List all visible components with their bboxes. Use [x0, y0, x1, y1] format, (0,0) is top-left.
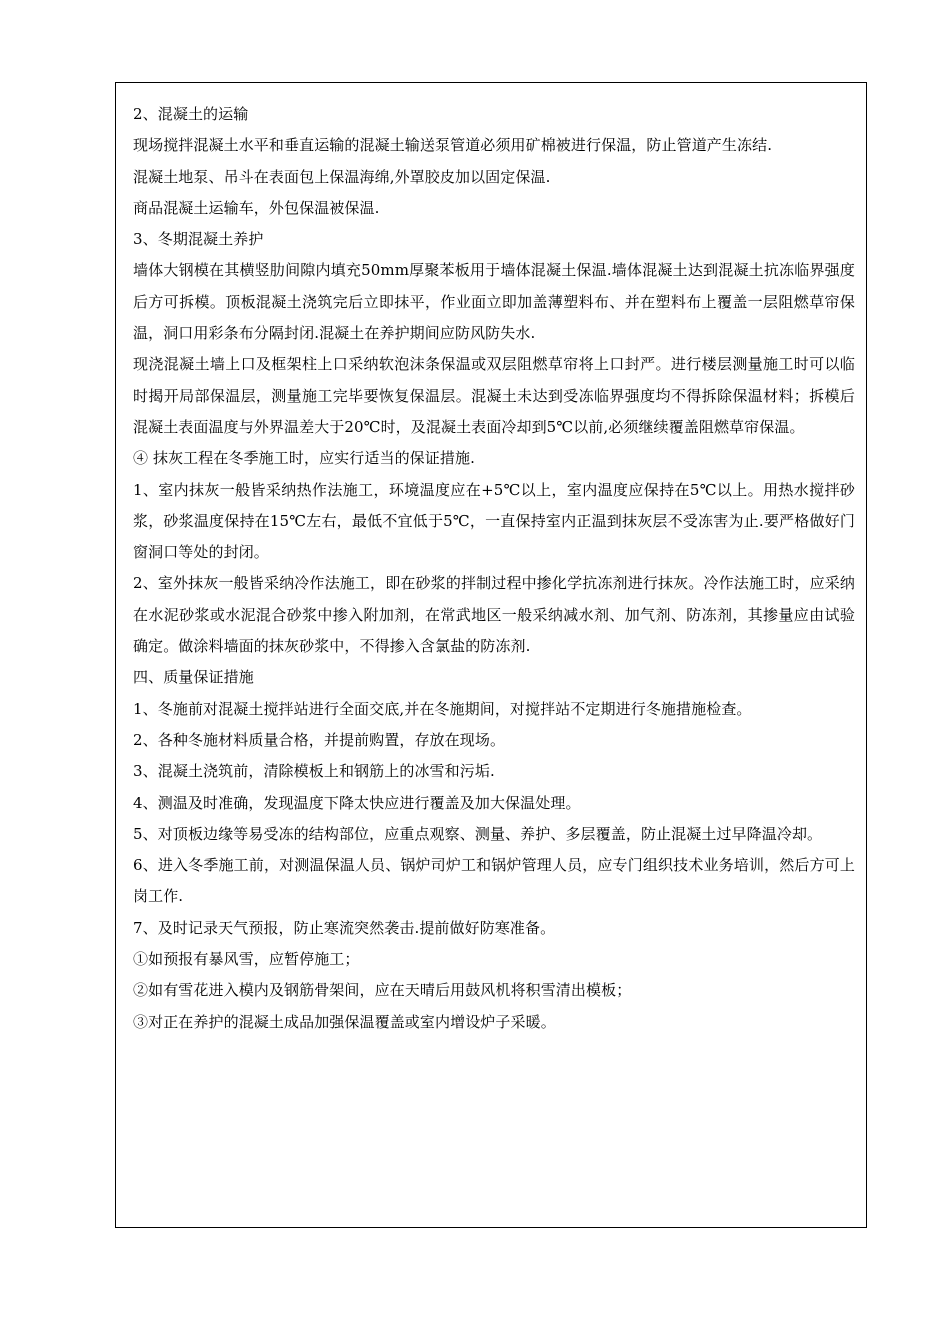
- document-body: [133, 99, 855, 1038]
- paragraph: 墙体大钢模在其横竖肋间隙内填充50mm厚聚苯板用于墙体混凝土保温.墙体混凝土达到混凝土抗冻临界强度后方可拆模。顶板混凝土浇筑完后立即抹平，作业面立即加盖薄塑料布、并在塑料布上覆盖一层阻燃草帘保温，洞口用彩条布分隔封闭.混凝土在养护期间应防风防失水.: [133, 261, 855, 343]
- list-item: 3、混凝土浇筑前，清除模板上和钢筋上的冰雪和污垢.: [133, 762, 495, 781]
- paragraph: 混凝土地泵、吊斗在表面包上保温海绵,外罩胶皮加以固定保温.: [133, 167, 551, 186]
- paragraph: 商品混凝土运输车，外包保温被保温.: [133, 198, 380, 217]
- list-item: 1、冬施前对混凝土搅拌站进行全面交底,并在冬施期间，对搅拌站不定期进行冬施措施检查。: [133, 699, 752, 718]
- heading-winter-curing: 3、冬期混凝土养护: [133, 230, 264, 249]
- list-item: 6、进入冬季施工前，对测温保温人员、锅炉司炉工和锅炉管理人员，应专门组织技术业务培训，然后方可上岗工作.: [133, 856, 855, 906]
- list-item: 7、及时记录天气预报，防止寒流突然袭击.提前做好防寒准备。: [133, 918, 556, 937]
- paragraph: 现浇混凝土墙上口及框架柱上口采纳软泡沫条保温或双层阻燃草帘将上口封严。进行楼层测量施工时可以临时揭开局部保温层，测量施工完毕要恢复保温层。混凝土未达到受冻临界强度均不得拆除保温材料；拆模后混凝土表面温度与外界温差大于20℃时，及混凝土表面冷却到5℃以前,必须继续覆盖阻燃草帘保温。: [133, 355, 855, 436]
- list-item: 4、测温及时准确，发现温度下降太快应进行覆盖及加大保温处理。: [133, 793, 581, 812]
- document-frame: [115, 82, 867, 1228]
- list-item: 5、对顶板边缘等易受冻的结构部位，应重点观察、测量、养护、多层覆盖，防止混凝土过早降温冷却。: [133, 824, 823, 843]
- list-item: 2、各种冬施材料质量合格，并提前购置，存放在现场。: [133, 730, 506, 749]
- paragraph: 现场搅拌混凝土水平和垂直运输的混凝土输送泵管道必须用矿棉被进行保温，防止管道产生冻结.: [133, 136, 773, 155]
- sub-list-item: ①如预报有暴风雪，应暂停施工；: [133, 950, 360, 969]
- heading-concrete-transport: 2、混凝土的运输: [133, 105, 249, 123]
- sub-list-item: ②如有雪花进入模内及钢筋骨架间，应在天晴后用鼓风机将积雪清出模板；: [133, 981, 632, 1000]
- heading-plastering: ④ 抹灰工程在冬季施工时，应实行适当的保证措施.: [133, 449, 475, 468]
- sub-list-item: ③对正在养护的混凝土成品加强保温覆盖或室内增设炉子采暖。: [133, 1012, 556, 1031]
- paragraph: 1、室内抹灰一般皆采纳热作法施工，环境温度应在+5℃以上，室内温度应保持在5℃以上。用热水搅拌砂浆，砂浆温度保持在15℃左右，最低不宜低于5℃，一直保持室内正温到抹灰层不受冻害为止.要严格做好门窗洞口等处的封闭。: [133, 480, 855, 562]
- paragraph: 2、室外抹灰一般皆采纳冷作法施工，即在砂浆的拌制过程中掺化学抗冻剂进行抹灰。冷作法施工时，应采纳在水泥砂浆或水泥混合砂浆中掺入附加剂，在常武地区一般采纳减水剂、加气剂、防冻剂，其掺量应由试验确定。做涂料墙面的抹灰砂浆中，不得掺入含氯盐的防冻剂.: [133, 574, 855, 656]
- heading-quality-measures: 四、质量保证措施: [133, 668, 254, 687]
